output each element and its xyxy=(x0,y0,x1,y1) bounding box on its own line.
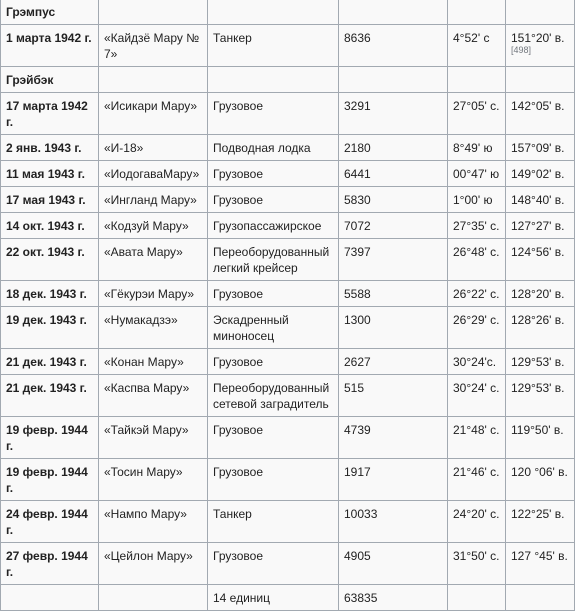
ship-name-cell: «Ингланд Мару» xyxy=(99,187,208,213)
ship-type-cell: Грузовое xyxy=(208,459,339,501)
ship-name-cell: «Авата Мару» xyxy=(99,239,208,281)
date-cell: 21 дек. 1943 г. xyxy=(1,375,99,417)
tonnage-cell: 4739 xyxy=(339,417,448,459)
tonnage-cell: 4905 xyxy=(339,543,448,585)
ship-name-cell: «И-18» xyxy=(99,135,208,161)
tonnage-cell: 10033 xyxy=(339,501,448,543)
ship-name-cell: «Нумакадзэ» xyxy=(99,307,208,349)
latitude-cell: 31°50' с. xyxy=(448,543,506,585)
ship-name-cell: «Конан Мару» xyxy=(99,349,208,375)
empty-cell xyxy=(208,0,339,25)
table-row xyxy=(1,239,575,281)
date-cell: 17 мая 1943 г. xyxy=(1,187,99,213)
longitude-cell: 120 °06' в. xyxy=(506,459,575,501)
longitude-cell: 157°09' в. xyxy=(506,135,575,161)
longitude-cell: 128°20' в. xyxy=(506,281,575,307)
ship-name-cell: «Исикари Мару» xyxy=(99,93,208,135)
empty-cell xyxy=(506,67,575,93)
latitude-cell: 26°22' с. xyxy=(448,281,506,307)
ship-type-cell: Грузовое xyxy=(208,417,339,459)
table-row xyxy=(1,187,575,213)
date-cell: 19 февр. 1944 г. xyxy=(1,417,99,459)
empty-cell xyxy=(448,67,506,93)
empty-cell xyxy=(506,0,575,25)
tonnage-cell: 515 xyxy=(339,375,448,417)
tonnage-cell: 5830 xyxy=(339,187,448,213)
table-row xyxy=(1,543,575,585)
latitude-cell: 21°48' с. xyxy=(448,417,506,459)
latitude-cell: 30°24' с. xyxy=(448,375,506,417)
latitude-cell: 26°29' с. xyxy=(448,307,506,349)
latitude-cell: 24°20' с. xyxy=(448,501,506,543)
tonnage-cell: 3291 xyxy=(339,93,448,135)
longitude-cell: 127°27' в. xyxy=(506,213,575,239)
longitude-cell: 119°50' в. xyxy=(506,417,575,459)
date-cell: 18 дек. 1943 г. xyxy=(1,281,99,307)
longitude-cell: 122°25' в. xyxy=(506,501,575,543)
ship-name-cell: «Гёкурэи Мару» xyxy=(99,281,208,307)
date-cell: 27 февр. 1944 г. xyxy=(1,543,99,585)
ship-type-cell: Грузовое xyxy=(208,281,339,307)
reference-link[interactable]: [498] xyxy=(511,45,532,55)
latitude-cell: 8°49' ю xyxy=(448,135,506,161)
ship-type-cell: Грузовое xyxy=(208,543,339,585)
ship-type-cell: Танкер xyxy=(208,501,339,543)
latitude-cell: 00°47' ю xyxy=(448,161,506,187)
table-row xyxy=(1,213,575,239)
ship-name-cell: «Кодзуй Мару» xyxy=(99,213,208,239)
ship-type-cell: 14 единиц xyxy=(208,585,339,611)
longitude-value: 151°20' в. xyxy=(511,31,565,45)
date-cell: 17 марта 1942 г. xyxy=(1,93,99,135)
latitude-cell: 21°46' с. xyxy=(448,459,506,501)
table-row xyxy=(1,135,575,161)
ship-type-cell: Грузовое xyxy=(208,161,339,187)
table-row xyxy=(1,501,575,543)
latitude-cell: 30°24'с. xyxy=(448,349,506,375)
table-row xyxy=(1,93,575,135)
ship-name-cell: «ИодогаваМару» xyxy=(99,161,208,187)
table-row xyxy=(1,417,575,459)
longitude-cell: 127 °45' в. xyxy=(506,543,575,585)
submarine-name-cell: Грэйбэк xyxy=(1,67,99,93)
ship-type-cell: Грузовое xyxy=(208,349,339,375)
table-row xyxy=(1,307,575,349)
longitude-cell: 148°40' в. xyxy=(506,187,575,213)
latitude-cell: 26°48' с. xyxy=(448,239,506,281)
tonnage-cell: 7072 xyxy=(339,213,448,239)
ship-type-cell: Грузовое xyxy=(208,187,339,213)
ship-type-cell: Эскадренный миноносец xyxy=(208,307,339,349)
tonnage-cell: 63835 xyxy=(339,585,448,611)
tonnage-cell: 1917 xyxy=(339,459,448,501)
longitude-cell: 149°02' в. xyxy=(506,161,575,187)
tonnage-cell: 5588 xyxy=(339,281,448,307)
submarine-group-row xyxy=(1,67,575,93)
table-row xyxy=(1,459,575,501)
latitude-cell: 4°52' с xyxy=(448,25,506,67)
tonnage-cell: 7397 xyxy=(339,239,448,281)
ship-type-cell: Переоборудованный легкий крейсер xyxy=(208,239,339,281)
tonnage-cell: 1300 xyxy=(339,307,448,349)
submarine-group-row xyxy=(1,0,575,25)
table-row xyxy=(1,161,575,187)
ship-name-cell: «Тайкэй Мару» xyxy=(99,417,208,459)
longitude-cell: 129°53' в. xyxy=(506,375,575,417)
latitude-cell: 27°35' с. xyxy=(448,213,506,239)
tonnage-cell: 8636 xyxy=(339,25,448,67)
date-cell: 11 мая 1943 г. xyxy=(1,161,99,187)
ship-name-cell: «Нампо Мару» xyxy=(99,501,208,543)
empty-cell xyxy=(339,0,448,25)
longitude-cell: 128°26' в. xyxy=(506,307,575,349)
tonnage-cell: 2627 xyxy=(339,349,448,375)
longitude-cell: 124°56' в. xyxy=(506,239,575,281)
longitude-cell: 129°53' в. xyxy=(506,349,575,375)
ship-type-cell: Грузовое xyxy=(208,93,339,135)
tonnage-cell: 6441 xyxy=(339,161,448,187)
ship-name-cell: «Каспва Мару» xyxy=(99,375,208,417)
empty-cell xyxy=(448,0,506,25)
empty-cell xyxy=(208,67,339,93)
empty-cell xyxy=(99,0,208,25)
date-cell: 21 дек. 1943 г. xyxy=(1,349,99,375)
table-row xyxy=(1,281,575,307)
ship-type-cell: Подводная лодка xyxy=(208,135,339,161)
empty-cell xyxy=(99,67,208,93)
date-cell: 19 дек. 1943 г. xyxy=(1,307,99,349)
table-row xyxy=(1,349,575,375)
date-cell: 14 окт. 1943 г. xyxy=(1,213,99,239)
ship-type-cell: Переоборудованный сетевой заградитель xyxy=(208,375,339,417)
longitude-cell: 142°05' в. xyxy=(506,93,575,135)
longitude-cell xyxy=(506,25,575,67)
submarine-name-cell: Грэмпус xyxy=(1,0,99,25)
date-cell: 2 янв. 1943 г. xyxy=(1,135,99,161)
latitude-cell: 27°05' с. xyxy=(448,93,506,135)
ship-name-cell: «Тосин Мару» xyxy=(99,459,208,501)
table-body xyxy=(1,0,575,611)
table-row xyxy=(1,25,575,67)
ship-name-cell: «Кайдзё Мару № 7» xyxy=(99,25,208,67)
date-cell: 1 марта 1942 г. xyxy=(1,25,99,67)
table-row xyxy=(1,375,575,417)
date-cell: 19 февр. 1944 г. xyxy=(1,459,99,501)
ship-type-cell: Танкер xyxy=(208,25,339,67)
date-cell: 22 окт. 1943 г. xyxy=(1,239,99,281)
ship-name-cell: «Цейлон Мару» xyxy=(99,543,208,585)
ship-type-cell: Грузопассажирское xyxy=(208,213,339,239)
tonnage-cell: 2180 xyxy=(339,135,448,161)
latitude-cell: 1°00' ю xyxy=(448,187,506,213)
empty-cell xyxy=(339,67,448,93)
date-cell: 24 февр. 1944 г. xyxy=(1,501,99,543)
